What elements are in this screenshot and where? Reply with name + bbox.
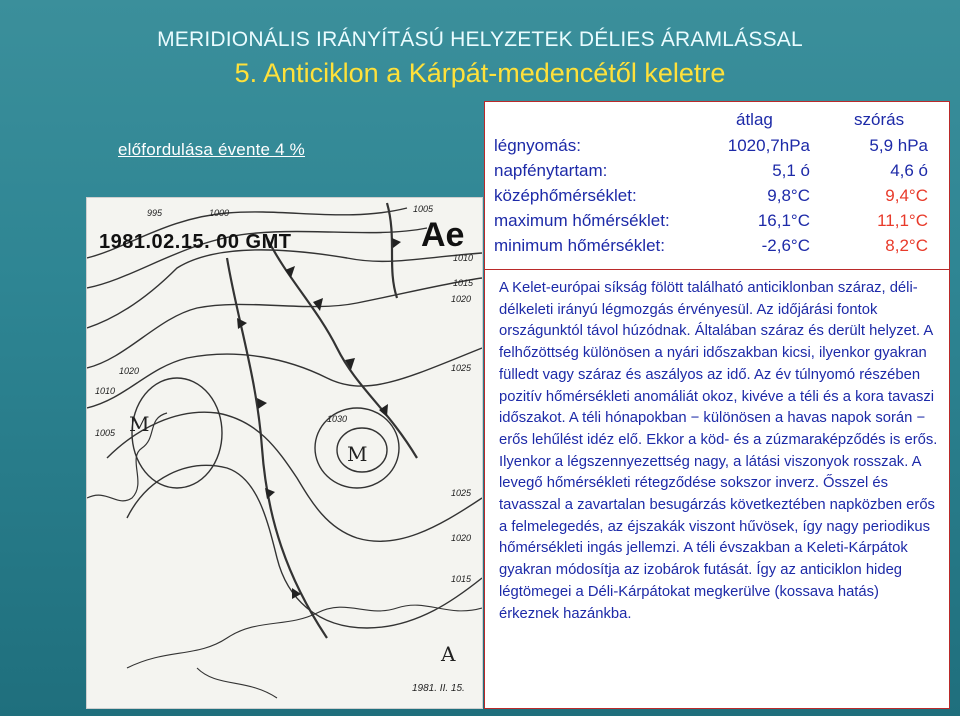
map-date: 1981.02.15. 00 GMT [99, 231, 292, 253]
map-footer-date: 1981. II. 15. [412, 683, 465, 694]
isobar-label: 1030 [327, 414, 348, 424]
isobar-label: 1000 [209, 208, 230, 218]
row-std: 4,6 ó [890, 161, 928, 180]
row-average: 16,1°C [757, 211, 810, 230]
isobar-label: 1020 [119, 366, 140, 376]
row-std: 5,9 hPa [869, 136, 928, 155]
row-std: 8,2°C [885, 236, 928, 255]
isobar-label: 1010 [453, 253, 474, 263]
row-label: légnyomás: [494, 136, 581, 155]
isobar-label: 1020 [451, 533, 472, 543]
row-average: 5,1 ó [772, 161, 810, 180]
frequency-label: előfordulása évente 4 % [118, 140, 306, 159]
row-average: 9,8°C [767, 186, 810, 205]
column-header-std: szórás [854, 110, 905, 129]
high-pressure-label: A [441, 642, 456, 666]
isobar-label: 1015 [453, 278, 474, 288]
isobar-label: 995 [147, 208, 163, 218]
row-std: 11,1°C [877, 211, 928, 230]
column-header-average: átlag [736, 110, 773, 129]
isobar-label: 1015 [451, 574, 472, 584]
info-panel [484, 101, 950, 709]
table-row [494, 236, 944, 260]
description-text: A Kelet-európai síkság fölött található anticiklonban száraz, déli-délkeleti irányú légmozgás érvényesül. Az időjárási fontok országunktól távol húzódnak. Általában száraz és derült helyzet. A felhőzöttség különösen a nyári időszakban kicsi, ilyenkor gyakran fülledt vagy száraz és aszályos az idő. Az év túlnyomó részében pozitív hőmérsékleti anomáliát okoz, kivéve a téli és a kora tavaszi időszakot. A téli hónapokban − különösen a havas napok során − erős lehűlést idéz elő. Ekkor a köd- és a zúzmaraképződés is erős. Ilyenkor a légszennyezettség nagy, a látási viszonyok rosszak. A levegő hőmérsékleti rétegződése sokszor inverz. Ősszel és tavasszal a zavartalan besugárzás következtében napközben erős a felmelegedés, az éjszakák viszont hűvösek, így nagy periodikus hőmérsékleti ingás jellemzi. A téli évszakban a Keleti-Kárpátok gyakran módosítja az izobárok futását. Így az anticiklon hideg légtömegei a Déli-Kárpátokat megkerülve (kossava hatás) érkeznek hazánkba. [499, 280, 938, 622]
table-row [494, 211, 944, 235]
isobar-map-drawing [87, 198, 482, 708]
row-average: -2,6°C [761, 236, 810, 255]
row-label: napfénytartam: [494, 161, 608, 180]
page-subtitle: 5. Anticiklon a Kárpát-medencétől keletre [234, 58, 726, 88]
isobar-label: 1010 [95, 386, 116, 396]
page-title: MERIDIONÁLIS IRÁNYÍTÁSÚ HELYZETEK DÉLIES ÁRAMLÁSSAL [157, 28, 803, 51]
weather-map [86, 197, 483, 709]
table-row [494, 136, 944, 160]
isobar-label: 1020 [451, 294, 472, 304]
row-average: 1020,7hPa [727, 136, 810, 155]
isobar-label: 1005 [413, 204, 434, 214]
table-row [494, 161, 944, 185]
row-label: minimum hőmérséklet: [494, 236, 665, 255]
statistics-table [485, 102, 949, 270]
isobar-label: 1005 [95, 428, 116, 438]
isobar-label: 1025 [451, 488, 472, 498]
low-pressure-label: M [347, 442, 368, 466]
isobar-label: 1025 [451, 363, 472, 373]
map-type-code: Ae [421, 216, 465, 254]
low-pressure-label: M [129, 412, 150, 436]
row-std: 9,4°C [885, 186, 928, 205]
row-label: középhőmérséklet: [494, 186, 637, 205]
row-label: maximum hőmérséklet: [494, 211, 670, 230]
table-row [494, 186, 944, 210]
